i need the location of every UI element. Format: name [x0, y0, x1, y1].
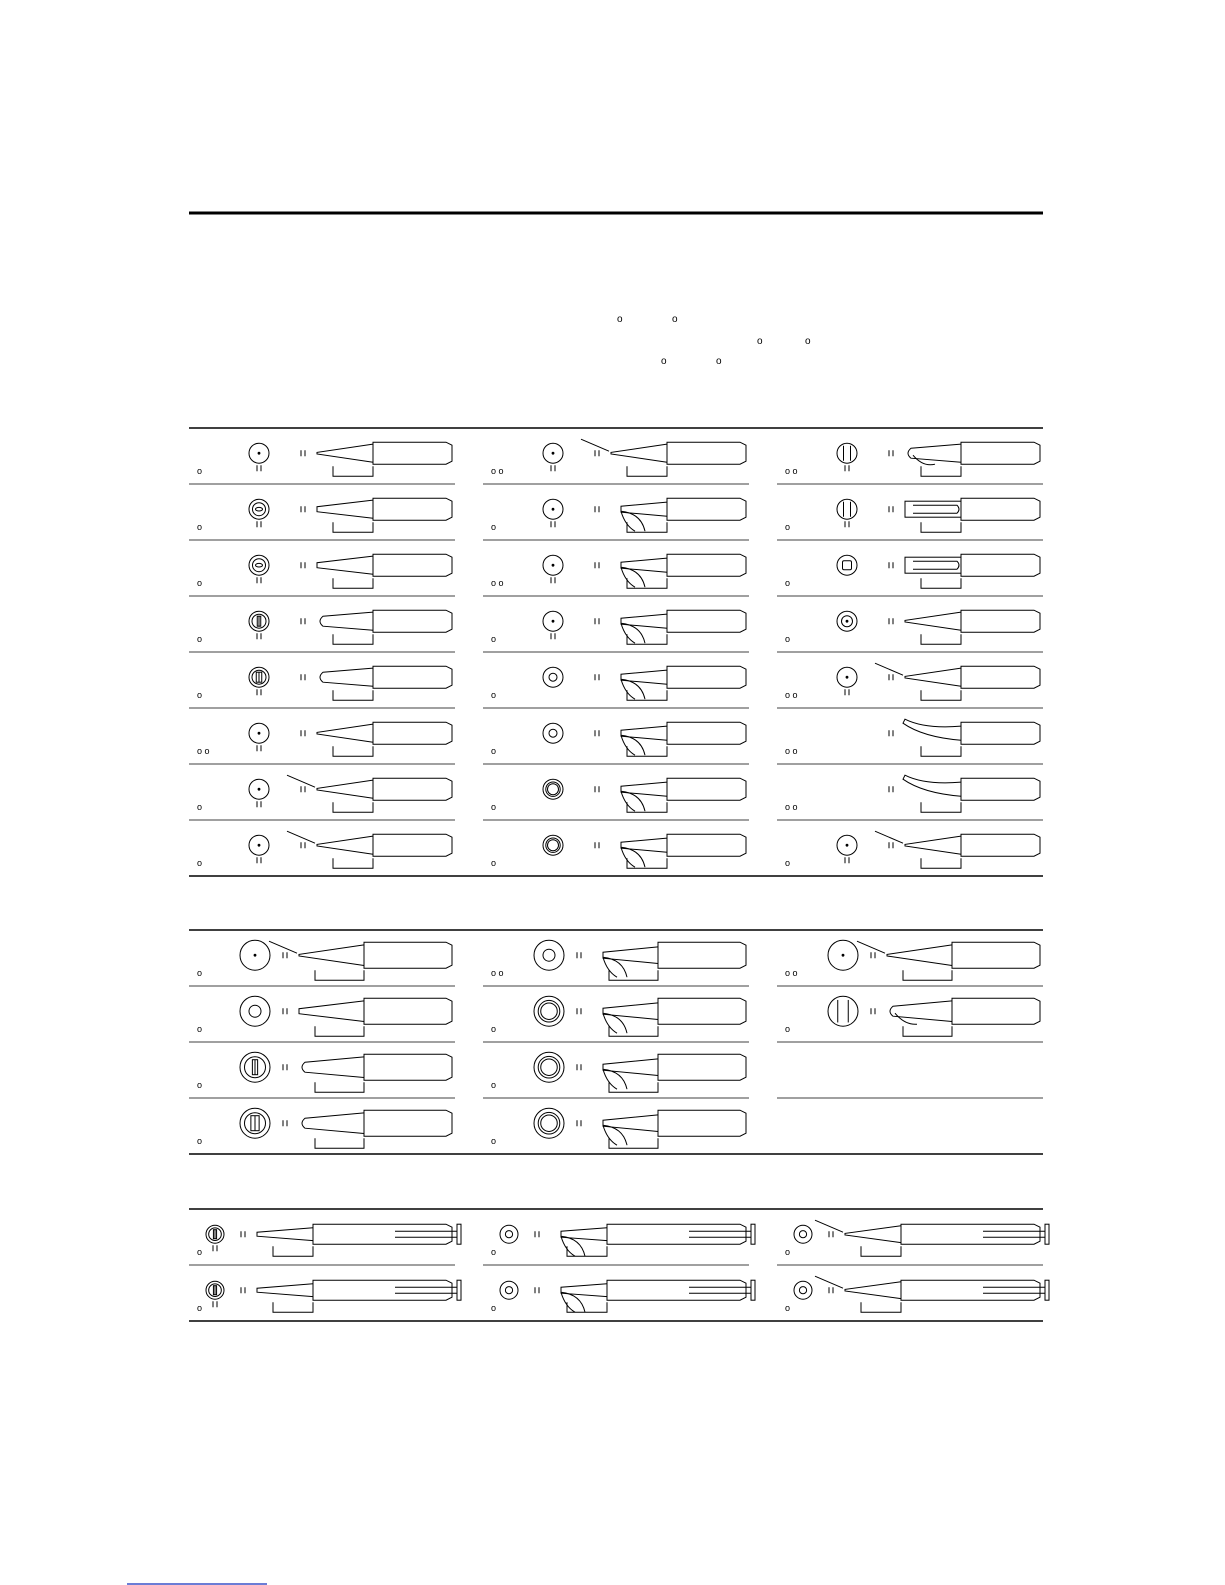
tip-face-inner-ring: [253, 503, 266, 516]
tip-face-inner-ring: [543, 949, 555, 961]
row-degree-marks: o o: [785, 690, 798, 700]
tip-chisel: [302, 1057, 364, 1078]
tip-dimension: [921, 522, 961, 532]
tip-dimension: [333, 466, 373, 476]
row-degree-marks: o: [197, 1024, 203, 1034]
tip-body: [667, 834, 746, 856]
row-degree-marks: o: [785, 1247, 791, 1257]
tip-row: [197, 1108, 452, 1148]
degree-mark-1: o: [617, 314, 623, 325]
tip-cone: [317, 500, 373, 518]
tip-body: [961, 498, 1040, 520]
pointer-arrow: [875, 663, 903, 675]
tip-shaft: [621, 614, 667, 628]
tip-cone: [317, 724, 373, 742]
tip-row: [197, 498, 452, 532]
tip-body: [658, 1110, 746, 1136]
tip-cone: [611, 444, 667, 462]
row-degree-marks: o: [491, 1136, 497, 1146]
tip-slot-inner: [913, 505, 959, 513]
row-degree-marks: o: [197, 466, 203, 476]
row-degree-marks: o o: [785, 746, 798, 756]
row-degree-marks: o: [197, 690, 203, 700]
tip-row: [785, 996, 1040, 1036]
tip-dimension: [315, 1082, 364, 1092]
tip-cone: [845, 1226, 901, 1243]
row-degree-marks: o o: [197, 746, 210, 756]
tip-row: [197, 831, 452, 868]
degree-mark-4: o: [805, 336, 811, 347]
tip-slot-outer: [905, 557, 961, 573]
tip-hoof-cut: [895, 1013, 917, 1024]
tip-face-dot: [552, 508, 555, 511]
tip-dimension: [273, 1302, 313, 1312]
tip-row: [785, 442, 1040, 476]
row-degree-marks: o: [491, 1080, 497, 1090]
tip-row: [785, 663, 1040, 700]
tip-body: [373, 498, 452, 520]
tip-row: [785, 719, 1040, 756]
tip-row: [197, 442, 452, 476]
tip-face-outline: [837, 499, 857, 519]
tip-shaft: [561, 1228, 607, 1241]
tip-face-dot: [552, 564, 555, 567]
tip-face-dot: [254, 954, 257, 957]
tip-tables: [189, 428, 1049, 1321]
row-degree-marks: o: [491, 522, 497, 532]
tip-face-oval: [256, 563, 263, 567]
row-degree-marks: o o: [785, 968, 798, 978]
tip-body: [667, 610, 746, 632]
row-degree-marks: o: [491, 690, 497, 700]
tip-row: [491, 722, 746, 756]
tip-cone: [905, 668, 961, 686]
tip-face-dot: [258, 844, 261, 847]
tip-row: [197, 554, 452, 588]
tip-row: [197, 996, 452, 1036]
tip-cone: [299, 945, 364, 966]
tip-dimension: [333, 802, 373, 812]
degree-mark-5: o: [661, 356, 667, 367]
tip-row: [491, 778, 746, 812]
row-degree-marks: o: [197, 522, 203, 532]
tip-face-outline: [543, 723, 563, 743]
tip-row: [197, 610, 452, 644]
tip-flange: [751, 1224, 755, 1244]
tip-dimension: [921, 578, 961, 588]
tip-flange: [751, 1280, 755, 1300]
tip-face-inner-ring: [538, 1112, 560, 1134]
row-degree-marks: o o: [785, 466, 798, 476]
tip-row: [785, 831, 1040, 868]
tip-face-outline: [837, 555, 857, 575]
tip-dimension: [921, 858, 961, 868]
pointer-arrow: [269, 941, 297, 953]
tip-face-outline: [794, 1225, 812, 1243]
row-degree-marks: o: [491, 1247, 497, 1257]
tip-dimension: [921, 690, 961, 700]
tip-shaft: [621, 558, 667, 572]
tip-cone: [845, 1282, 901, 1299]
tip-row: [491, 610, 746, 644]
tip-cone: [299, 1001, 364, 1022]
tip-row: [197, 1052, 452, 1092]
tip-shaft: [621, 502, 667, 516]
tip-bent: [903, 775, 961, 796]
row-degree-marks: o: [491, 802, 497, 812]
tip-shaft: [621, 838, 667, 852]
tip-dimension: [903, 1026, 952, 1036]
tip-body: [364, 1110, 452, 1136]
row-degree-marks: o: [197, 634, 203, 644]
tip-dimension: [903, 970, 952, 980]
tip-dimension: [609, 1082, 658, 1092]
tip-row: [491, 834, 746, 868]
tip-slot-outer: [905, 501, 961, 517]
tip-cone: [317, 780, 373, 798]
tip-row: [491, 1224, 755, 1257]
tip-body: [373, 554, 452, 576]
row-degree-marks: o o: [491, 578, 504, 588]
tip-face-inner-ring: [549, 673, 557, 681]
pointer-arrow: [815, 1220, 843, 1232]
tip-bent: [903, 719, 961, 740]
tip-face-inner-ring: [799, 1231, 806, 1238]
tip-dimension: [921, 746, 961, 756]
row-degree-marks: o: [197, 1247, 203, 1257]
tip-slot-inner: [913, 561, 959, 569]
tip-dimension: [273, 1246, 313, 1256]
tip-dimension: [609, 970, 658, 980]
tip-row: [491, 666, 746, 700]
tip-face-inner-ring: [253, 559, 266, 572]
tip-chisel: [320, 612, 373, 630]
tip-body: [961, 666, 1040, 688]
tip-cone: [257, 1284, 313, 1297]
row-degree-marks: o: [491, 634, 497, 644]
tip-body: [961, 442, 1040, 464]
tip-dimension: [921, 466, 961, 476]
tip-chisel: [890, 1001, 952, 1022]
tip-body: [364, 942, 452, 968]
tip-row: [785, 498, 1040, 532]
tip-face-dot: [258, 732, 261, 735]
tip-face-dot: [846, 676, 849, 679]
tip-dimension: [333, 746, 373, 756]
tip-dimension: [333, 578, 373, 588]
tip-dimension: [861, 1302, 901, 1312]
row-degree-marks: o: [785, 1024, 791, 1034]
tip-body: [667, 498, 746, 520]
tip-shaft: [621, 670, 667, 684]
row-degree-marks: o: [491, 1024, 497, 1034]
degree-mark-6: o: [716, 356, 722, 367]
tip-face-outline: [828, 996, 858, 1026]
tip-body: [313, 1224, 452, 1244]
tip-face-outline: [240, 996, 270, 1026]
row-degree-marks: o: [197, 858, 203, 868]
tip-body: [373, 834, 452, 856]
row-degree-marks: o: [197, 968, 203, 978]
pointer-arrow: [857, 941, 885, 953]
tip-row: [491, 940, 746, 980]
tip-dimension: [333, 690, 373, 700]
tip-dimension: [627, 466, 667, 476]
tip-shaft: [561, 1284, 607, 1297]
tip-dimension: [333, 634, 373, 644]
row-degree-marks: o: [491, 1303, 497, 1313]
tip-row: [785, 554, 1040, 588]
tip-chisel: [320, 668, 373, 686]
tip-flange: [1045, 1224, 1049, 1244]
tip-row: [491, 498, 746, 532]
tip-body: [961, 722, 1040, 744]
tip-face-inner-ring-2: [541, 1115, 558, 1132]
tip-row: [197, 775, 452, 812]
tip-flange: [457, 1280, 461, 1300]
tip-face-inner-ring: [538, 1056, 560, 1078]
tip-face-inner-ring: [799, 1287, 806, 1294]
tip-cone: [317, 836, 373, 854]
pointer-arrow: [287, 775, 315, 787]
tip-face-inner-ring: [505, 1231, 512, 1238]
tip-row: [785, 940, 1040, 980]
tip-body: [364, 998, 452, 1024]
tip-row: [197, 722, 452, 756]
tip-body: [667, 442, 746, 464]
tip-dimension: [921, 802, 961, 812]
tip-face-oval: [256, 507, 263, 511]
tip-row: [197, 1280, 461, 1313]
tip-row: [785, 1276, 1049, 1313]
row-degree-marks: o o: [491, 968, 504, 978]
tip-face-dot: [258, 788, 261, 791]
degree-mark-3: o: [757, 336, 763, 347]
tip-face-outline: [543, 667, 563, 687]
tip-face-outline: [534, 940, 564, 970]
tip-face-inner-ring-2: [548, 784, 559, 795]
tip-body: [373, 722, 452, 744]
tip-row: [491, 1108, 746, 1148]
row-degree-marks: o: [785, 522, 791, 532]
tip-row: [785, 610, 1040, 644]
tip-cone: [887, 945, 952, 966]
tip-cone: [257, 1228, 313, 1241]
tip-body: [373, 610, 452, 632]
tip-dimension: [921, 634, 961, 644]
tip-dimension: [315, 1026, 364, 1036]
row-degree-marks: o: [197, 802, 203, 812]
tip-face-outline: [837, 443, 857, 463]
row-degree-marks: o o: [491, 466, 504, 476]
pointer-arrow: [875, 831, 903, 843]
tip-body: [901, 1280, 1040, 1300]
row-degree-marks: o: [785, 578, 791, 588]
tip-row: [785, 1220, 1049, 1257]
tip-dimension: [627, 522, 667, 532]
tip-face-dot: [846, 620, 849, 623]
row-degree-marks: o: [491, 746, 497, 756]
tip-shaft: [603, 1059, 658, 1076]
tip-face-inner-ring-2: [548, 840, 559, 851]
tip-face-dot: [552, 452, 555, 455]
tip-face-inner-ring: [549, 729, 557, 737]
row-degree-marks: o o: [785, 802, 798, 812]
row-degree-marks: o: [197, 1080, 203, 1090]
tip-body: [658, 998, 746, 1024]
tip-row: [197, 1224, 461, 1257]
tip-shaft: [621, 726, 667, 740]
tip-cone: [905, 836, 961, 854]
tip-dimension: [627, 858, 667, 868]
tip-face-dot: [846, 844, 849, 847]
tip-face-inner-ring: [505, 1287, 512, 1294]
intro-degree-marks: [617, 314, 811, 367]
tip-row: [491, 439, 746, 476]
tip-body: [952, 942, 1040, 968]
tip-face-dot: [552, 620, 555, 623]
tip-body: [961, 834, 1040, 856]
tip-shaft: [621, 782, 667, 796]
tip-body: [961, 554, 1040, 576]
tip-dimension: [333, 522, 373, 532]
tip-face-inner-ring-2: [541, 1003, 558, 1020]
tip-body: [667, 722, 746, 744]
tip-body: [667, 778, 746, 800]
tip-dimension: [627, 802, 667, 812]
tip-body: [364, 1054, 452, 1080]
tip-face-dot: [258, 452, 261, 455]
tip-row: [197, 666, 452, 700]
tip-flange: [457, 1224, 461, 1244]
tip-body: [373, 442, 452, 464]
tip-body: [607, 1280, 746, 1300]
tip-body: [901, 1224, 1040, 1244]
tip-face-outline: [794, 1281, 812, 1299]
tip-dimension: [861, 1246, 901, 1256]
tip-dimension: [627, 578, 667, 588]
tip-dimension: [609, 1138, 658, 1148]
tip-row: [197, 940, 452, 980]
tip-row: [491, 554, 746, 588]
tip-row: [491, 1280, 755, 1313]
tip-dimension: [627, 746, 667, 756]
tip-dimension: [315, 1138, 364, 1148]
tip-chisel: [908, 444, 961, 462]
tip-shaft: [603, 1115, 658, 1132]
degree-mark-2: o: [672, 314, 678, 325]
row-degree-marks: o: [785, 858, 791, 868]
tip-cone: [317, 556, 373, 574]
tip-face-outline: [500, 1281, 518, 1299]
tip-cone: [905, 612, 961, 630]
tip-row: [785, 775, 1040, 812]
tip-dimension: [333, 858, 373, 868]
row-degree-marks: o: [197, 1136, 203, 1146]
pointer-arrow: [581, 439, 609, 451]
row-degree-marks: o: [491, 858, 497, 868]
tip-body: [952, 998, 1040, 1024]
tip-face-inner-ring: [249, 1005, 261, 1017]
tip-row: [491, 1052, 746, 1092]
tip-face-dot: [842, 954, 845, 957]
tip-flange: [1045, 1280, 1049, 1300]
row-degree-marks: o: [785, 1303, 791, 1313]
tip-dimension: [627, 634, 667, 644]
tip-face-outline: [500, 1225, 518, 1243]
tip-row: [491, 996, 746, 1036]
tip-cone: [317, 444, 373, 462]
tip-body: [313, 1280, 452, 1300]
tip-body: [658, 942, 746, 968]
tip-dimension: [609, 1026, 658, 1036]
pointer-arrow: [287, 831, 315, 843]
tip-chisel: [302, 1113, 364, 1134]
tip-face-square: [843, 561, 852, 570]
tip-face-inner-ring-2: [541, 1059, 558, 1076]
tip-body: [373, 778, 452, 800]
row-degree-marks: o: [197, 578, 203, 588]
pointer-arrow: [815, 1276, 843, 1288]
tip-body: [667, 666, 746, 688]
row-degree-marks: o: [197, 1303, 203, 1313]
tip-body: [667, 554, 746, 576]
tip-body: [961, 610, 1040, 632]
tip-body: [373, 666, 452, 688]
tip-dimension: [315, 970, 364, 980]
tip-dimension: [627, 690, 667, 700]
tip-face-inner-ring: [538, 1000, 560, 1022]
tip-body: [607, 1224, 746, 1244]
tip-shaft: [603, 947, 658, 964]
tip-body: [658, 1054, 746, 1080]
tip-shaft: [603, 1003, 658, 1020]
tip-body: [961, 778, 1040, 800]
row-degree-marks: o: [785, 634, 791, 644]
